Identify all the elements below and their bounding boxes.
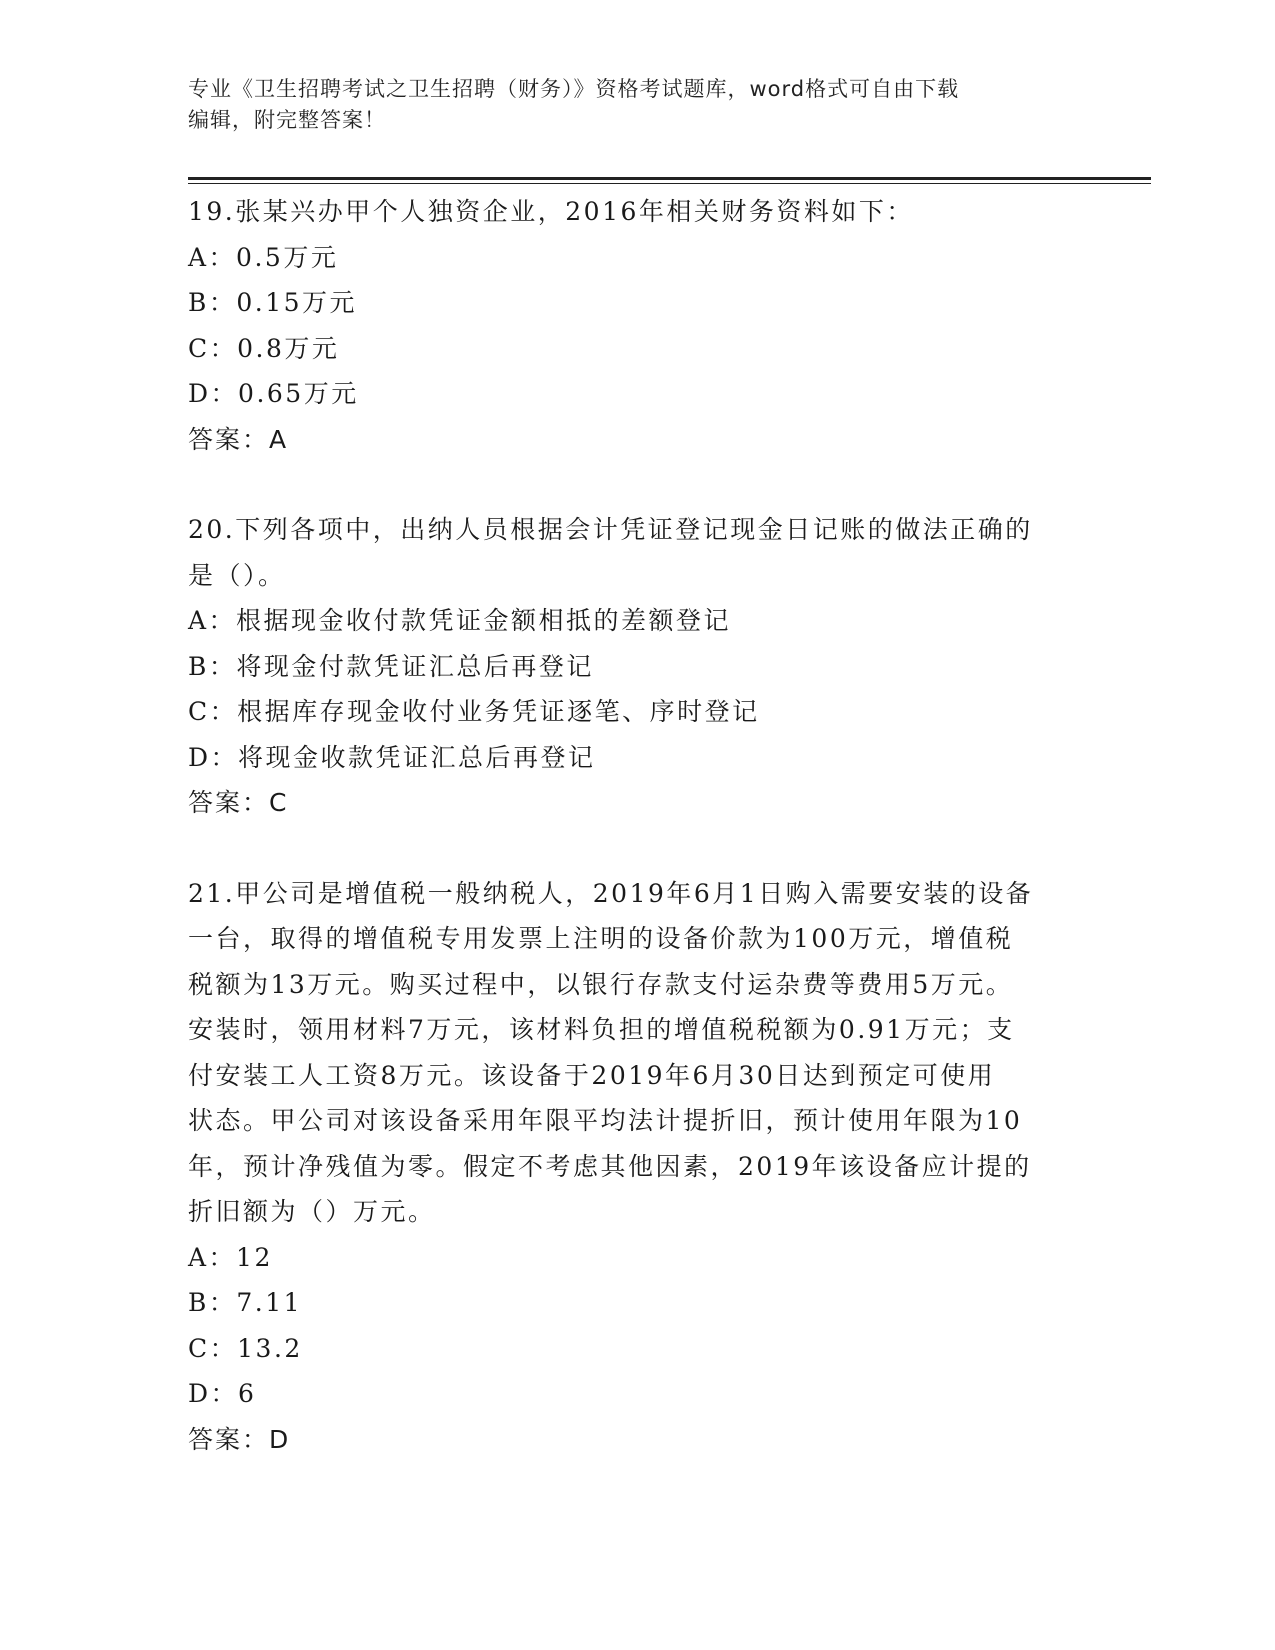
question-19-option-a: A：0.5万元: [188, 242, 339, 272]
question-19-option-d: D：0.65万元: [188, 379, 359, 408]
document-header: [188, 74, 1068, 136]
question-20: [188, 507, 1088, 826]
question-20-answer: 答案：C: [188, 788, 289, 817]
header-divider-thin: [188, 183, 1151, 184]
header-line-2: 编辑，附完整答案！: [188, 108, 386, 132]
question-21-option-d: D：6: [188, 1379, 257, 1408]
header-line-1: 专业《卫生招聘考试之卫生招聘（财务）》资格考试题库，word格式可自由下载: [188, 77, 960, 101]
question-20-stem-line-1: 20.下列各项中，出纳人员根据会计凭证登记现金日记账的做法正确的: [188, 515, 1033, 544]
question-21-stem-line-7: 年，预计净残值为零。假定不考虑其他因素，2019年该设备应计提的: [188, 1151, 1032, 1181]
question-21-answer: 答案：D: [188, 1424, 291, 1454]
question-21: [188, 871, 1088, 1463]
spacer: [188, 462, 1088, 507]
question-21-option-b: B：7.11: [188, 1288, 303, 1317]
question-20-option-a: A：根据现金收付款凭证金额相抵的差额登记: [188, 606, 732, 635]
question-list: [188, 189, 1088, 1462]
question-19-option-b: B：0.15万元: [188, 288, 358, 317]
question-20-stem-line-2: 是（）。: [188, 560, 286, 590]
question-21-stem-line-4: 安装时，领用材料7万元，该材料负担的增值税税额为0.91万元；支: [188, 1015, 1015, 1044]
question-21-stem-line-3: 税额为13万元。购买过程中，以银行存款支付运杂费等费用5万元。: [188, 969, 1014, 999]
question-19-answer: 答案：A: [188, 424, 289, 454]
question-21-stem-line-8: 折旧额为（）万元。: [188, 1197, 436, 1226]
header-divider-thick: [188, 177, 1151, 180]
question-19: [188, 189, 1088, 462]
question-21-option-a: A：12: [188, 1242, 273, 1272]
question-20-option-b: B：将现金付款凭证汇总后再登记: [188, 651, 594, 681]
question-21-stem-line-6: 状态。甲公司对该设备采用年限平均法计提折旧，预计使用年限为10: [188, 1106, 1023, 1135]
question-19-stem: 19.张某兴办甲个人独资企业，2016年相关财务资料如下：: [188, 197, 914, 226]
question-20-option-c: C：根据库存现金收付业务凭证逐笔、序时登记: [188, 697, 760, 726]
question-20-option-d: D：将现金收款凭证汇总后再登记: [188, 742, 596, 772]
question-21-stem-line-2: 一台，取得的增值税专用发票上注明的设备价款为100万元，增值税: [188, 924, 1014, 953]
question-21-option-c: C：13.2: [188, 1333, 303, 1363]
question-21-stem-line-1: 21.甲公司是增值税一般纳税人，2019年6月1日购入需要安装的设备: [188, 878, 1034, 908]
question-21-stem-line-5: 付安装工人工资8万元。该设备于2019年6月30日达到预定可使用: [188, 1060, 996, 1090]
spacer: [188, 826, 1088, 871]
question-19-option-c: C：0.8万元: [188, 333, 340, 363]
